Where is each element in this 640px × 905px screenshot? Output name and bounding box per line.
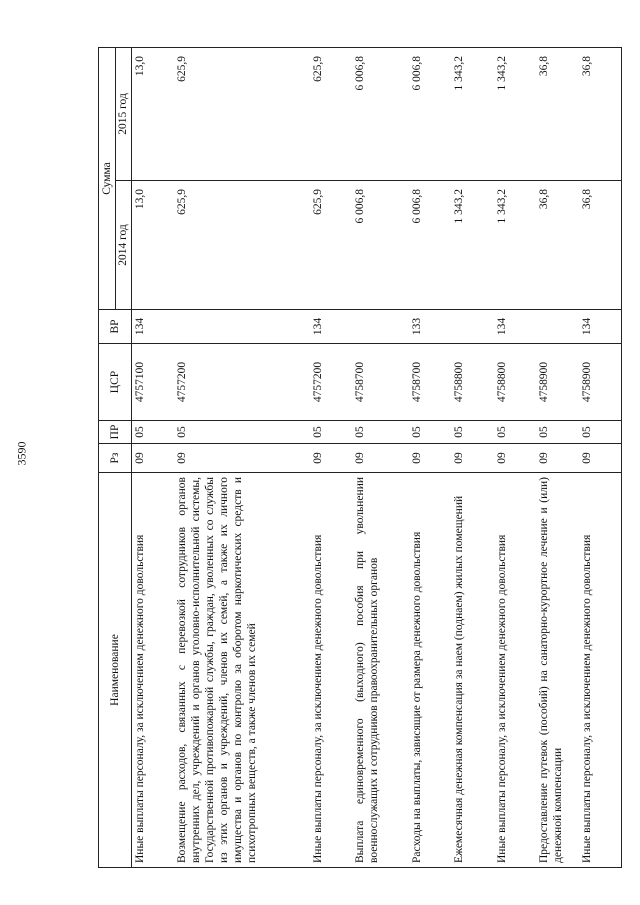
row-rz: 09 [579, 444, 622, 473]
row-name: Иные выплаты персоналу, за исключением денежного довольствия [579, 473, 622, 868]
header-year-2014: 2014 год [116, 181, 132, 310]
row-2014: 625,9 [310, 181, 353, 310]
row-csr: 4758900 [536, 344, 579, 421]
table-row [352, 47, 409, 867]
row-2015: 36,8 [536, 47, 579, 180]
row-2015: 36,8 [579, 47, 622, 180]
row-csr: 4758800 [494, 344, 537, 421]
row-name: Предоставление путевок (пособий) на санаторно-курортное лечение и (или) денежной компенсации [536, 473, 579, 868]
page-number: 3590 [14, 441, 29, 465]
header-csr: ЦСР [99, 344, 132, 421]
row-2015: 625,9 [310, 47, 353, 180]
table-row [409, 47, 452, 867]
row-2015: 625,9 [174, 47, 310, 180]
table-row [310, 47, 353, 867]
header-year-2015: 2015 год [116, 47, 132, 180]
budget-table-rotated [98, 48, 622, 868]
row-vr: 134 [132, 310, 175, 344]
row-name: Выплата единовременного (выходного) пособия при увольнении военнослужащих и сотрудников правоохранительных органов [352, 473, 409, 868]
row-name: Ежемесячная денежная компенсация за наем (поднаем) жилых помещений [451, 473, 494, 868]
row-name: Иные выплаты персоналу, за исключением денежного довольствия [494, 473, 537, 868]
row-csr: 4757200 [174, 344, 310, 421]
row-pr: 05 [494, 421, 537, 444]
row-rz: 09 [174, 444, 310, 473]
row-2014: 1 343,2 [494, 181, 537, 310]
row-vr [352, 310, 409, 344]
row-rz: 09 [352, 444, 409, 473]
table-row [536, 47, 579, 867]
row-vr [536, 310, 579, 344]
row-csr: 4758900 [579, 344, 622, 421]
row-2014: 36,8 [536, 181, 579, 310]
row-csr: 4758700 [352, 344, 409, 421]
row-rz: 09 [451, 444, 494, 473]
row-2014: 36,8 [579, 181, 622, 310]
header-pr: ПР [99, 421, 132, 444]
table-row [174, 47, 310, 867]
row-2014: 1 343,2 [451, 181, 494, 310]
row-rz: 09 [409, 444, 452, 473]
budget-table [98, 47, 622, 868]
row-vr: 134 [310, 310, 353, 344]
row-csr: 4758800 [451, 344, 494, 421]
row-name: Иные выплаты персоналу, за исключением денежного довольствия [310, 473, 353, 868]
header-sum: Сумма [99, 47, 116, 309]
row-csr: 4757100 [132, 344, 175, 421]
row-2015: 6 006,8 [352, 47, 409, 180]
row-2014: 625,9 [174, 181, 310, 310]
row-2014: 13,0 [132, 181, 175, 310]
row-rz: 09 [494, 444, 537, 473]
row-csr: 4757200 [310, 344, 353, 421]
row-name: Возмещение расходов, связанных с перевозкой сотрудников органов внутренних дел, учреждений и органов уголовно-исполнительной системы, Государственной противопожарной службы, граждан, уволенных со службы из этих органов и учреждений, членов их семей, а также их личного имущества и органов по контролю за оборотом наркотических средств и психотропных веществ, а также членов их семей [174, 473, 310, 868]
header-rz: Рз [99, 444, 132, 473]
table-row [494, 47, 537, 867]
row-pr: 05 [536, 421, 579, 444]
table-row [132, 47, 175, 867]
row-vr [451, 310, 494, 344]
table-header-row [99, 47, 116, 867]
table-row [451, 47, 494, 867]
row-2015: 1 343,2 [451, 47, 494, 180]
header-vr: ВР [99, 310, 132, 344]
row-name: Иные выплаты персоналу, за исключением денежного довольствия [132, 473, 175, 868]
row-pr: 05 [409, 421, 452, 444]
header-name: Наименование [99, 473, 132, 868]
row-rz: 09 [536, 444, 579, 473]
row-csr: 4758700 [409, 344, 452, 421]
row-pr: 05 [174, 421, 310, 444]
row-2014: 6 006,8 [409, 181, 452, 310]
row-pr: 05 [451, 421, 494, 444]
row-rz: 09 [310, 444, 353, 473]
row-vr: 134 [579, 310, 622, 344]
row-pr: 05 [310, 421, 353, 444]
row-2015: 1 343,2 [494, 47, 537, 180]
row-pr: 05 [132, 421, 175, 444]
row-2015: 13,0 [132, 47, 175, 180]
row-rz: 09 [132, 444, 175, 473]
row-2015: 6 006,8 [409, 47, 452, 180]
row-vr: 133 [409, 310, 452, 344]
table-row [579, 47, 622, 867]
row-pr: 05 [352, 421, 409, 444]
row-vr [174, 310, 310, 344]
row-vr: 134 [494, 310, 537, 344]
row-2014: 6 006,8 [352, 181, 409, 310]
row-name: Расходы на выплаты, зависящие от размера денежного довольствия [409, 473, 452, 868]
row-pr: 05 [579, 421, 622, 444]
